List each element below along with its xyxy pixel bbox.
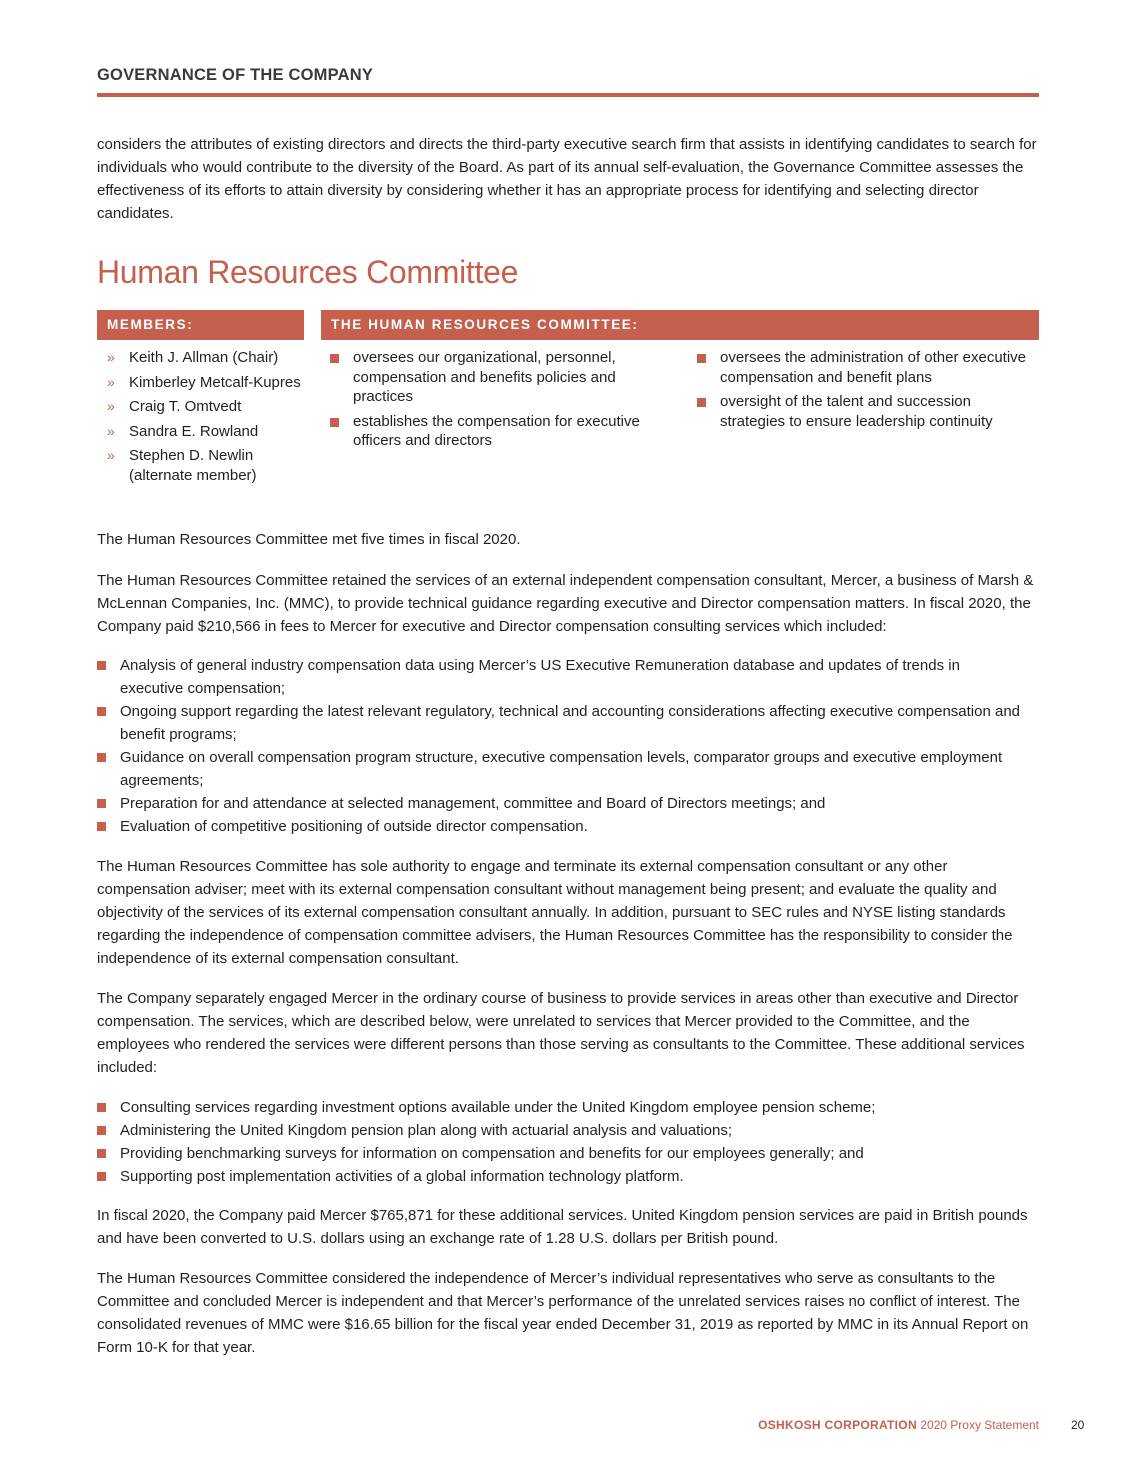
list-item: Ongoing support regarding the latest relevant regulatory, technical and accounting considerations affecting executive compensation and benefit programs; [97, 700, 1027, 746]
footer [758, 1418, 1039, 1432]
square-bullet-icon [97, 1126, 106, 1135]
independence-paragraph: The Human Resources Committee considered the independence of Mercer’s individual representatives who serve as consultants to the Committee and concluded Mercer is independent and that Mercer’s performance of the unrelated services raises no conflict of interest. The consolidated revenues of MMC were $16.65 billion for the fiscal year ended December 31, 2019 as reported by MMC in its Annual Report on Form 10-K for that year. [97, 1270, 1029, 1356]
duty-item: oversees our organizational, personnel, compensation and benefits policies and practices [330, 348, 675, 407]
member-item: » Keith J. Allman (Chair) [107, 349, 279, 366]
square-bullet-icon [697, 398, 706, 407]
chevron-right-icon: » [107, 373, 115, 390]
duty-item: oversight of the talent and succession strategies to ensure leadership continuity [697, 392, 1032, 431]
members-list [107, 348, 307, 490]
chevron-right-icon: » [107, 349, 115, 365]
members-label: MEMBERS: [97, 310, 304, 340]
square-bullet-icon [97, 822, 106, 831]
footer-company: OSHKOSH CORPORATION [758, 1418, 917, 1432]
chevron-right-icon: » [107, 447, 115, 463]
list-item: Evaluation of competitive positioning of outside director compensation. [97, 815, 1027, 838]
square-bullet-icon [330, 418, 339, 427]
header-rule [97, 93, 1039, 97]
square-bullet-icon [330, 354, 339, 363]
square-bullet-icon [697, 354, 706, 363]
list-item: Analysis of general industry compensation data using Mercer’s US Executive Remuneration database and updates of trends in executive compensation; [97, 654, 1027, 700]
authority-paragraph: The Human Resources Committee has sole authority to engage and terminate its external compensation consultant or any other compensation adviser; meet with its external compensation consultant without management being present; and evaluate the quality and objectivity of the services of its external compensation consultant annually. In addition, pursuant to SEC rules and NYSE listing standards regarding the independence of compensation committee advisers, the Human Resources Committee has the responsibility to consider the independence of its external compensation consultant. [97, 858, 1013, 967]
consultant-paragraph: The Human Resources Committee retained the services of an external independent compensation consultant, Mercer, a business of Marsh & McLennan Companies, Inc. (MMC), to provide technical guidance regarding executive and Director compensation matters. In fiscal 2020, the Company paid $210,566 in fees to Mercer for executive and Director compensation consulting services which included: [97, 572, 1034, 635]
square-bullet-icon [97, 799, 106, 808]
square-bullet-icon [97, 707, 106, 716]
list-item: Supporting post implementation activities of a global information technology platform. [97, 1165, 1027, 1188]
additional-services-list [97, 1096, 1027, 1188]
list-item: Consulting services regarding investment options available under the United Kingdom employee pension scheme; [97, 1096, 1027, 1119]
chevron-right-icon: » [107, 422, 115, 439]
meetings-paragraph: The Human Resources Committee met five times in fiscal 2020. [97, 531, 521, 548]
duties-label: THE HUMAN RESOURCES COMMITTEE: [321, 310, 1039, 340]
duties-list-col2 [697, 348, 1032, 436]
duties-list-col1 [330, 348, 675, 456]
member-item: » Kimberley Metcalf-Kupres [107, 373, 301, 391]
chevron-right-icon: » [107, 398, 115, 414]
list-item: Administering the United Kingdom pension plan along with actuarial analysis and valuations; [97, 1119, 1027, 1142]
list-item: Guidance on overall compensation program structure, executive compensation levels, comparator groups and executive employment agreements; [97, 746, 1027, 792]
member-item: » Craig T. Omtvedt [107, 398, 242, 415]
intro-paragraph: considers the attributes of existing directors and directs the third-party executive search firm that assists in identifying candidates to search for individuals who would contribute to the diversity of the Board. As part of its annual self-evaluation, the Governance Committee assesses the effectiveness of its efforts to attain diversity by considering whether it has an appropriate process for identifying and selecting director candidates. [97, 136, 1037, 222]
square-bullet-icon [97, 1172, 106, 1181]
member-item: » Sandra E. Rowland [107, 422, 259, 440]
fees-paragraph: In fiscal 2020, the Company paid Mercer $765,871 for these additional services. United Kingdom pension services are paid in British pounds and have been converted to U.S. dollars using an exchange rate of 1.28 U.S. dollars per British pound. [97, 1207, 1028, 1247]
separate-engagement-paragraph: The Company separately engaged Mercer in the ordinary course of business to provide services in areas other than executive and Director compensation. The services, which are described below, were unrelated to services that Mercer provided to the Committee, and the employees who rendered the services were different persons than those serving as consultants to the Committee. These additional services included: [97, 990, 1025, 1076]
page-number: 20 [1071, 1418, 1085, 1432]
list-item: Preparation for and attendance at selected management, committee and Board of Directors meetings; and [97, 792, 1027, 815]
duty-item: establishes the compensation for executive officers and directors [330, 412, 675, 451]
square-bullet-icon [97, 1149, 106, 1158]
square-bullet-icon [97, 661, 106, 670]
list-item: Providing benchmarking surveys for information on compensation and benefits for our employees generally; and [97, 1142, 1027, 1165]
square-bullet-icon [97, 1103, 106, 1112]
duty-item: oversees the administration of other executive compensation and benefit plans [697, 348, 1032, 387]
square-bullet-icon [97, 753, 106, 762]
footer-document: 2020 Proxy Statement [920, 1418, 1039, 1432]
committee-title: Human Resources Committee [97, 254, 519, 290]
section-header: GOVERNANCE OF THE COMPANY [97, 66, 374, 84]
member-item: » Stephen D. Newlin (alternate member) [107, 447, 257, 484]
consulting-services-list [97, 654, 1027, 838]
